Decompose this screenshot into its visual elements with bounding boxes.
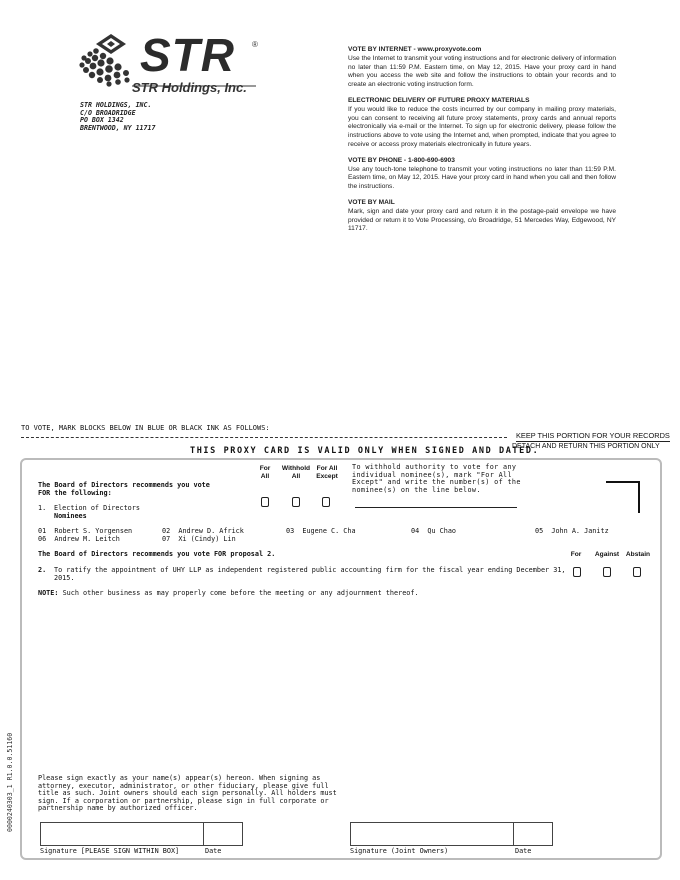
nominees-label: Nominees — [54, 512, 87, 520]
nominee-number: 07 — [162, 535, 171, 543]
proposal2-abstain-checkbox[interactable] — [633, 567, 641, 577]
detach-dashed-line — [21, 437, 507, 438]
nominee-name: Andrew D. Africk — [178, 527, 244, 535]
electronic-delivery-text: If you would like to reduce the costs incurred by our company in mailing proxy materials, you can consent to receiving all future proxy statements, proxy cards and annual reports electronically via e-mail or the Internet. To sign up for electronic delivery, please follow the instructions above to vote using the Internet and, when prompted, indicate that you agree to receive or access proxy materials electronically in future years. — [348, 105, 616, 148]
valid-notice: THIS PROXY CARD IS VALID ONLY WHEN SIGNED AND DATED. — [190, 446, 540, 456]
vote-by-phone-text: Use any touch-tone telephone to transmit your voting instructions no later than 11:59 P.M. Eastern time, on May 12, 2015. Have your proxy card in hand when you call and then follow the instructions. — [348, 165, 616, 191]
electronic-delivery-heading: ELECTRONIC DELIVERY OF FUTURE PROXY MATERIALS — [348, 96, 530, 104]
nominee-name: Eugene C. Cha — [302, 527, 356, 535]
withhold-instruction-line: individual nominee(s), mark "For All — [352, 470, 512, 479]
vote-by-internet-text: Use the Internet to transmit your voting instructions and for electronic delivery of information no later than 11:59 P.M. Eastern time, on May 12, 2015. Have your proxy card in hand when you access the web site and follow the instructions to obtain your records and to create an electronic voting instruction form. — [348, 54, 616, 89]
address-line: PO BOX 1342 — [80, 116, 124, 125]
nominee-number: 03 — [286, 527, 295, 535]
withhold-instruction-line: Except" and write the number(s) of the — [352, 478, 521, 487]
item1-title: Election of Directors — [54, 504, 140, 512]
nominee-number: 06 — [38, 535, 47, 543]
sign-instruction-line: attorney, executor, administrator, or other fiduciary, please give full — [38, 781, 329, 790]
proposal2-for-checkbox[interactable] — [573, 567, 581, 577]
address-line: C/O BROADRIDGE — [80, 108, 136, 117]
nominee-name: Xi (Cindy) Lin — [178, 535, 236, 543]
logo-subtitle: STR Holdings, Inc. — [132, 80, 247, 95]
corner-registration-mark — [606, 481, 640, 513]
vote-by-internet-section — [348, 46, 616, 90]
address-line: BRENTWOOD, NY 11717 — [80, 123, 156, 132]
signature-date-box[interactable] — [203, 822, 243, 846]
joint-signature-box[interactable] — [350, 822, 514, 846]
sign-instruction-line: title as such. Joint owners should each sign personally. All holders must — [38, 789, 337, 798]
side-control-code — [6, 722, 18, 832]
side-control-code-text: 0000240303_1 R1.0.0.51160 — [6, 732, 14, 832]
logo-registered-mark: ® — [252, 40, 258, 49]
note — [38, 590, 419, 598]
address-line: STR HOLDINGS, INC. — [80, 101, 152, 109]
return-address — [80, 102, 155, 132]
item1-number: 1. — [38, 504, 47, 512]
nominee-number: 02 — [162, 527, 171, 535]
withhold-instruction — [352, 464, 521, 494]
logo-wordmark: STR — [140, 29, 235, 81]
electronic-delivery-section — [348, 97, 616, 150]
for-all-except-checkbox[interactable] — [322, 497, 330, 507]
sign-instruction-line: partnership name by authorized officer. — [38, 804, 198, 813]
nominee-item — [286, 528, 356, 536]
detach-return-label: DETACH AND RETURN THIS PORTION ONLY — [512, 443, 660, 450]
nominee-name: John A. Janitz — [551, 527, 609, 535]
for-all-header-line: For — [259, 465, 271, 472]
sign-instructions — [38, 775, 337, 813]
nominee-name: Qu Chao — [427, 527, 457, 535]
withhold-instruction-line: To withhold authority to vote for any — [352, 463, 517, 471]
mark-instruction: TO VOTE, MARK BLOCKS BELOW IN BLUE OR BLACK INK AS FOLLOWS: — [21, 424, 270, 432]
nominee-number-write-line[interactable] — [355, 507, 517, 508]
board-recommendation-line2: FOR the following: — [38, 489, 112, 497]
withhold-all-header-line: All — [291, 472, 301, 480]
vote-by-mail-heading: VOTE BY MAIL — [348, 198, 395, 206]
withhold-all-header — [279, 465, 313, 481]
vote-by-phone-heading: VOTE BY PHONE - 1-800-690-6903 — [348, 156, 455, 164]
item2-text-line2: 2015. — [54, 574, 75, 582]
nominee-item — [411, 528, 456, 536]
signature-label: Signature [PLEASE SIGN WITHIN BOX] — [40, 847, 180, 855]
note-text: Such other business as may properly come before the meeting or any adjournment thereof. — [62, 589, 419, 597]
sign-instruction-line: Please sign exactly as your name(s) appear(s) hereon. When signing as — [38, 774, 321, 782]
signature-box[interactable] — [40, 822, 204, 846]
nominee-number: 01 — [38, 527, 47, 535]
board-recommendation-prop2: The Board of Directors recommends you vote FOR proposal 2. — [38, 550, 276, 558]
for-all-header-line: All — [260, 472, 270, 480]
for-all-checkbox[interactable] — [261, 497, 269, 507]
withhold-instruction-line: nominee(s) on the line below. — [352, 485, 481, 494]
nominee-item — [162, 536, 236, 544]
nominee-item — [38, 536, 120, 544]
nominee-name: Andrew M. Leitch — [54, 535, 120, 543]
for-all-except-header-line: For All — [316, 465, 338, 472]
board-recommendation-line1: The Board of Directors recommends you vote — [38, 481, 210, 489]
for-header: For — [570, 551, 582, 558]
keep-portion-label: KEEP THIS PORTION FOR YOUR RECORDS — [516, 431, 670, 440]
vote-by-mail-section — [348, 199, 616, 234]
withhold-all-header-line: Withhold — [281, 465, 311, 472]
date-label: Date — [205, 847, 222, 855]
against-header: Against — [594, 551, 620, 558]
joint-signature-label: Signature (Joint Owners) — [350, 847, 449, 855]
voting-instructions — [348, 46, 616, 241]
nominee-number: 04 — [411, 527, 420, 535]
sign-instruction-line: sign. If a corporation or partnership, please sign in full corporate or — [38, 796, 329, 805]
vote-by-internet-heading: VOTE BY INTERNET - www.proxyvote.com — [348, 46, 482, 53]
joint-signature-date-box[interactable] — [513, 822, 553, 846]
for-all-header — [254, 465, 276, 481]
proposal2-against-checkbox[interactable] — [603, 567, 611, 577]
nominee-item — [535, 528, 609, 536]
nominee-name: Robert S. Yorgensen — [54, 527, 133, 535]
item2-number: 2. — [38, 566, 47, 574]
abstain-header: Abstain — [625, 551, 651, 558]
vote-by-mail-text: Mark, sign and date your proxy card and return it in the postage-paid envelope we have provided or return it to Vote Processing, c/o Broadridge, 51 Mercedes Way, Edgewood, NY 11717. — [348, 207, 616, 233]
for-all-except-header-line: Except — [316, 472, 338, 480]
withhold-all-checkbox[interactable] — [292, 497, 300, 507]
vote-by-phone-section — [348, 157, 616, 192]
for-all-except-header — [312, 465, 342, 481]
nominee-number: 05 — [535, 527, 544, 535]
note-label: NOTE: — [38, 589, 59, 597]
item2-text-line1: To ratify the appointment of UHY LLP as independent registered public accounting firm for the fiscal year ending December 31, — [54, 566, 566, 574]
joint-date-label: Date — [515, 847, 532, 855]
